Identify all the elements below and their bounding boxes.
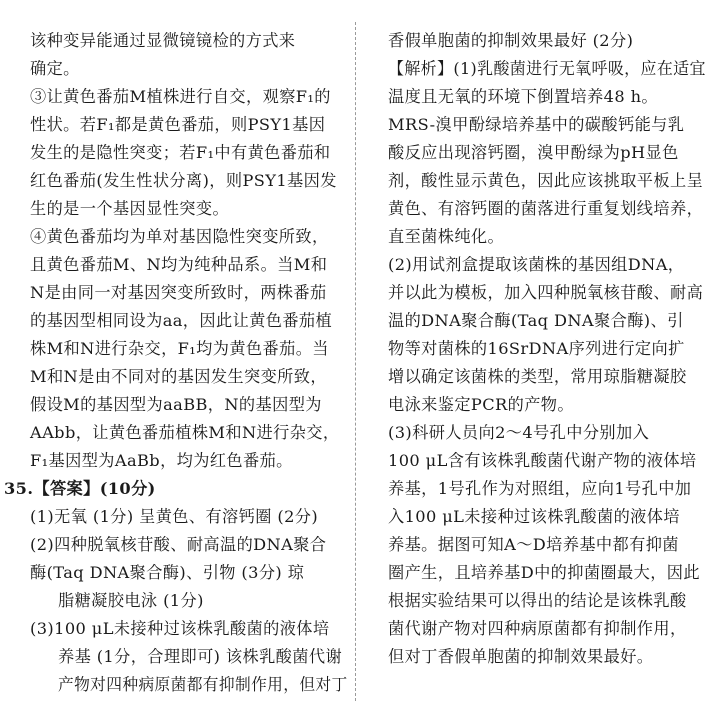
text-line: 株M和N进行杂交，F₁均为黄色番茄。当 xyxy=(30,339,329,358)
text-line: (2)四种脱氧核苷酸、耐高温的DNA聚合 xyxy=(30,535,327,554)
text-line: 剂，酸性显示黄色，因此应该挑取平板上呈 xyxy=(388,171,704,190)
text-line: AAbb，让黄色番茄植株M和N进行杂交， xyxy=(30,423,340,442)
text-line: 该种变异能通过显微镜镜检的方式来 xyxy=(30,31,296,50)
text-line: 性状。若F₁都是黄色番茄，则PSY1基因 xyxy=(30,115,326,134)
text-line: 温度且无氧的环境下倒置培养48 h。 xyxy=(388,87,658,106)
text-line: 产物对四种病原菌都有抑制作用，但对丁 xyxy=(58,675,348,694)
text-line: 养基 (1分，合理即可) 该株乳酸菌代谢 xyxy=(58,647,343,666)
text-line: 菌代谢产物对四种病原菌都有抑制作用， xyxy=(388,619,687,638)
text-line: 物等对菌株的16SrDNA序列进行定向扩 xyxy=(388,339,685,358)
column-divider xyxy=(355,22,356,701)
text-line: 【解析】(1)乳酸菌进行无氧呼吸，应在适宜 xyxy=(388,59,706,78)
text-line: 酶(Taq DNA聚合酶)、引物 (3分) 琼 xyxy=(30,563,305,582)
text-line: (3)100 μL未接种过该株乳酸菌的液体培 xyxy=(30,619,330,638)
text-line: M和N是由不同对的基因发生突变所致， xyxy=(30,367,327,386)
text-line: ③让黄色番茄M植株进行自交，观察F₁的 xyxy=(30,87,331,106)
text-line: N是由同一对基因突变所致时，两株番茄 xyxy=(30,283,327,302)
text-line: 脂糖凝胶电泳 (1分) xyxy=(58,591,204,610)
text-line: 生的是一个基因显性突变。 xyxy=(30,199,230,218)
text-line: 且黄色番茄M、N均为纯种品系。当M和 xyxy=(30,255,328,274)
text-line: 并以此为模板，加入四种脱氧核苷酸、耐高 xyxy=(388,283,704,302)
text-line: 假设M的基因型为aaBB，N的基因型为 xyxy=(30,395,322,414)
text-line: (2)用试剂盒提取该菌株的基因组DNA， xyxy=(388,255,685,274)
text-line: 确定。 xyxy=(30,59,80,78)
text-line: 酸反应出现溶钙圈，溴甲酚绿为pH显色 xyxy=(388,143,679,162)
text-line: ④黄色番茄均为单对基因隐性突变所致， xyxy=(30,227,329,246)
text-line: 圈产生，且培养基D中的抑菌圈最大，因此 xyxy=(388,563,700,582)
text-line: F₁基因型为AaBb，均为红色番茄。 xyxy=(30,451,293,470)
text-line: 电泳来鉴定PCR的产物。 xyxy=(388,395,574,414)
text-line: (1)无氧 (1分) 呈黄色、有溶钙圈 (2分) xyxy=(30,507,319,526)
text-line: 温的DNA聚合酶(Taq DNA聚合酶)、引 xyxy=(388,311,684,330)
text-line: 但对丁香假单胞菌的抑制效果最好。 xyxy=(388,647,654,666)
text-line: 直至菌株纯化。 xyxy=(388,227,505,246)
text-line: 养基，1号孔作为对照组，应向1号孔中加 xyxy=(388,479,692,498)
text-line: 根据实验结果可以得出的结论是该株乳酸 xyxy=(388,591,687,610)
text-line: 入100 μL未接种过该株乳酸菌的液体培 xyxy=(388,507,680,526)
text-line: 100 μL含有该株乳酸菌代谢产物的液体培 xyxy=(388,451,697,470)
text-line: 35.【答案】(10分) xyxy=(4,479,156,498)
text-line: MRS-溴甲酚绿培养基中的碳酸钙能与乳 xyxy=(388,115,685,134)
text-line: 增以确定该菌株的类型，常用琼脂糖凝胶 xyxy=(388,367,687,386)
text-line: 红色番茄(发生性状分离)，则PSY1基因发 xyxy=(30,171,337,190)
text-line: 香假单胞菌的抑制效果最好 (2分) xyxy=(388,31,634,50)
text-line: 养基。据图可知A～D培养基中都有抑菌 xyxy=(388,535,679,554)
text-line: 黄色、有溶钙圈的菌落进行重复划线培养， xyxy=(388,199,704,218)
text-line: 发生的是隐性突变；若F₁中有黄色番茄和 xyxy=(30,143,331,162)
text-line: (3)科研人员向2～4号孔中分别加入 xyxy=(388,423,650,442)
text-line: 的基因型相同设为aa，因此让黄色番茄植 xyxy=(30,311,333,330)
